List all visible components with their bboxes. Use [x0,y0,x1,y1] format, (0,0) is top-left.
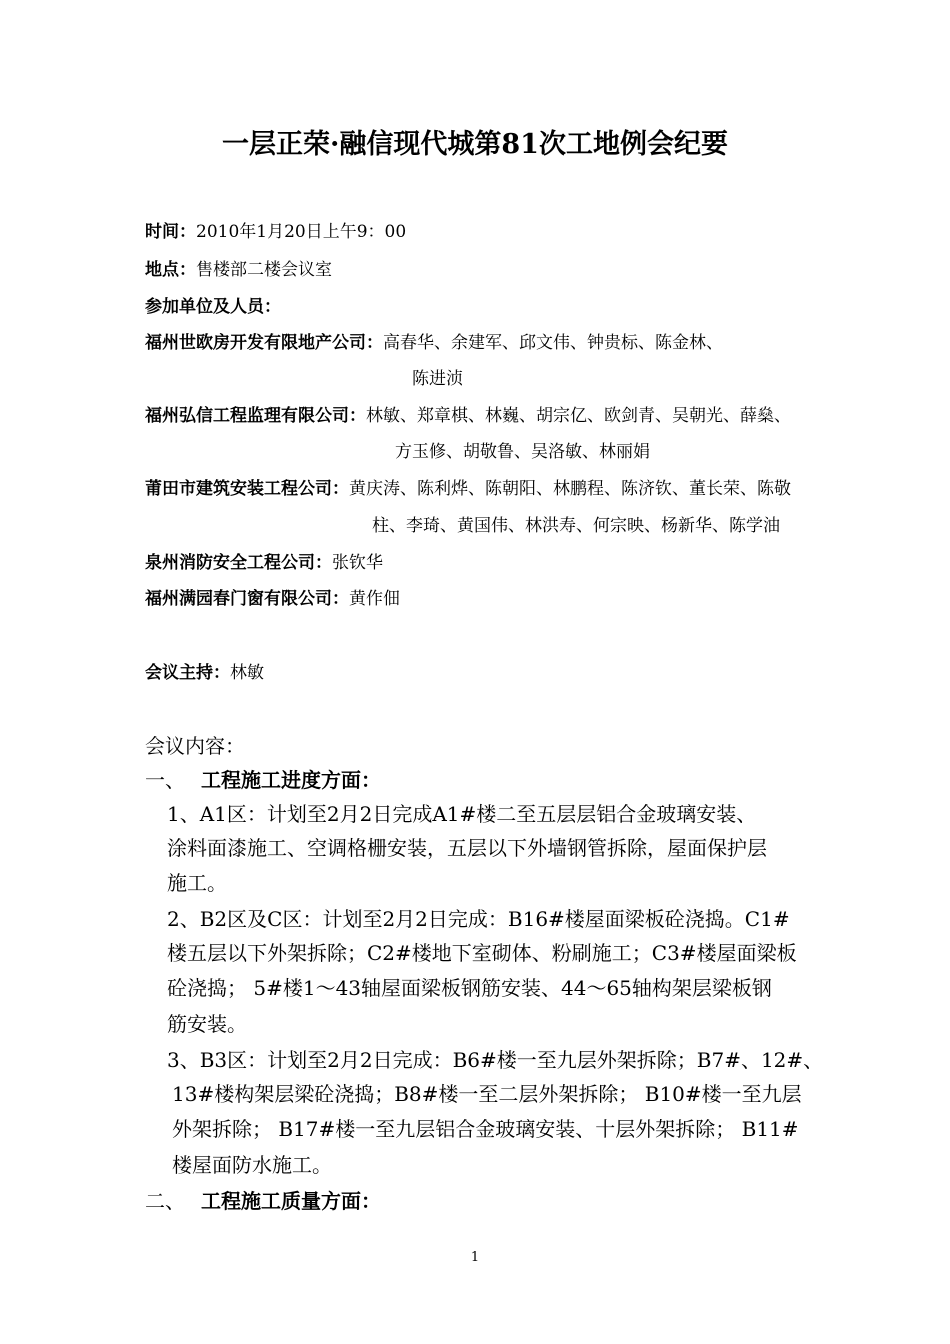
section-1-heading [145,764,381,793]
attendee-company-1: 福州世欧房开发有限地产公司： [145,333,383,353]
attendee-names-2a: 林敏、郑章棋、林巍、胡宗亿、欧剑青、吴朝光、薛燊、 [366,406,791,426]
content-heading: 会议内容： [145,734,245,758]
attendees-heading [145,292,281,317]
section-2-title: 工程施工质量方面： [201,1189,381,1213]
attendee-names-3b: 柱、李琦、黄国伟、林洪寿、何宗映、杨新华、陈学油 [372,516,780,536]
section-2-number: 二、 [145,1189,185,1213]
host-value: 林敏 [230,663,264,683]
attendee-names-2b: 方玉修、胡敬鲁、吴洛敏、林丽娟 [395,442,650,462]
attendee-names-4: 张钦华 [332,553,383,573]
host-line [145,658,264,683]
time-label: 时间： [145,222,196,242]
time-line [145,217,406,242]
time-value: 2010年1月20日上午9：00 [196,222,407,242]
document-title: 一层正荣·融信现代城第81次工地例会纪要 [222,129,728,160]
place-value: 售楼部二楼会议室 [196,260,332,280]
host-label: 会议主持： [145,663,230,683]
attendee-company-3: 莆田市建筑安装工程公司： [145,479,349,499]
item-3-line-4: 楼屋面防水施工。 [172,1153,332,1177]
page-number: 1 [470,1250,480,1265]
item-3-line-2: 13#楼构架层梁砼浇捣；B8#楼一至二层外架拆除； B10#楼一至九层 [172,1082,802,1106]
item-2-line-4: 筋安装。 [167,1012,247,1036]
attendee-company-5: 福州满园春门窗有限公司： [145,589,349,609]
section-1-title: 工程施工进度方面： [201,768,381,792]
place-label: 地点： [145,260,196,280]
item-1-line-1: 1、A1区：计划至2月2日完成A1#楼二至五层层铝合金玻璃安装、 [167,802,757,826]
section-2-heading [145,1185,381,1214]
attendee-company-1-line [145,328,723,353]
attendee-company-5-line [145,584,400,609]
attendee-company-2-line [145,401,791,426]
attendee-company-4: 泉州消防安全工程公司： [145,553,332,573]
item-3-line-1: 3、B3区：计划至2月2日完成：B6#楼一至九层外架拆除；B7#、12#、 [167,1048,824,1072]
attendees-label: 参加单位及人员： [145,297,281,317]
item-1-line-2: 涂料面漆施工、空调格栅安装，五层以下外墙钢管拆除，屋面保护层 [167,836,767,860]
item-2-line-3: 砼浇捣； 5#楼1～43轴屋面梁板钢筋安装、44～65轴构架层梁板钢 [167,976,772,1000]
item-2-line-2: 楼五层以下外架拆除；C2#楼地下室砌体、粉刷施工；C3#楼屋面梁板 [167,941,797,965]
attendee-company-2: 福州弘信工程监理有限公司： [145,406,366,426]
attendee-company-3-line [145,474,791,499]
section-1-number: 一、 [145,768,185,792]
place-line [145,255,332,280]
attendee-names-1a: 高春华、余建军、邱文伟、钟贵标、陈金林、 [383,333,723,353]
attendee-names-5: 黄作佃 [349,589,400,609]
attendee-company-4-line [145,548,383,573]
attendee-names-1b: 陈进浈 [412,369,463,389]
item-3-line-3: 外架拆除； B17#楼一至九层铝合金玻璃安装、十层外架拆除； B11# [172,1117,799,1141]
attendee-names-3a: 黄庆涛、陈利烨、陈朝阳、林鹏程、陈济钦、董长荣、陈敬 [349,479,791,499]
item-1-line-3: 施工。 [167,871,227,895]
item-2-line-1: 2、B2区及C区：计划至2月2日完成：B16#楼屋面梁板砼浇捣。C1# [167,907,790,931]
